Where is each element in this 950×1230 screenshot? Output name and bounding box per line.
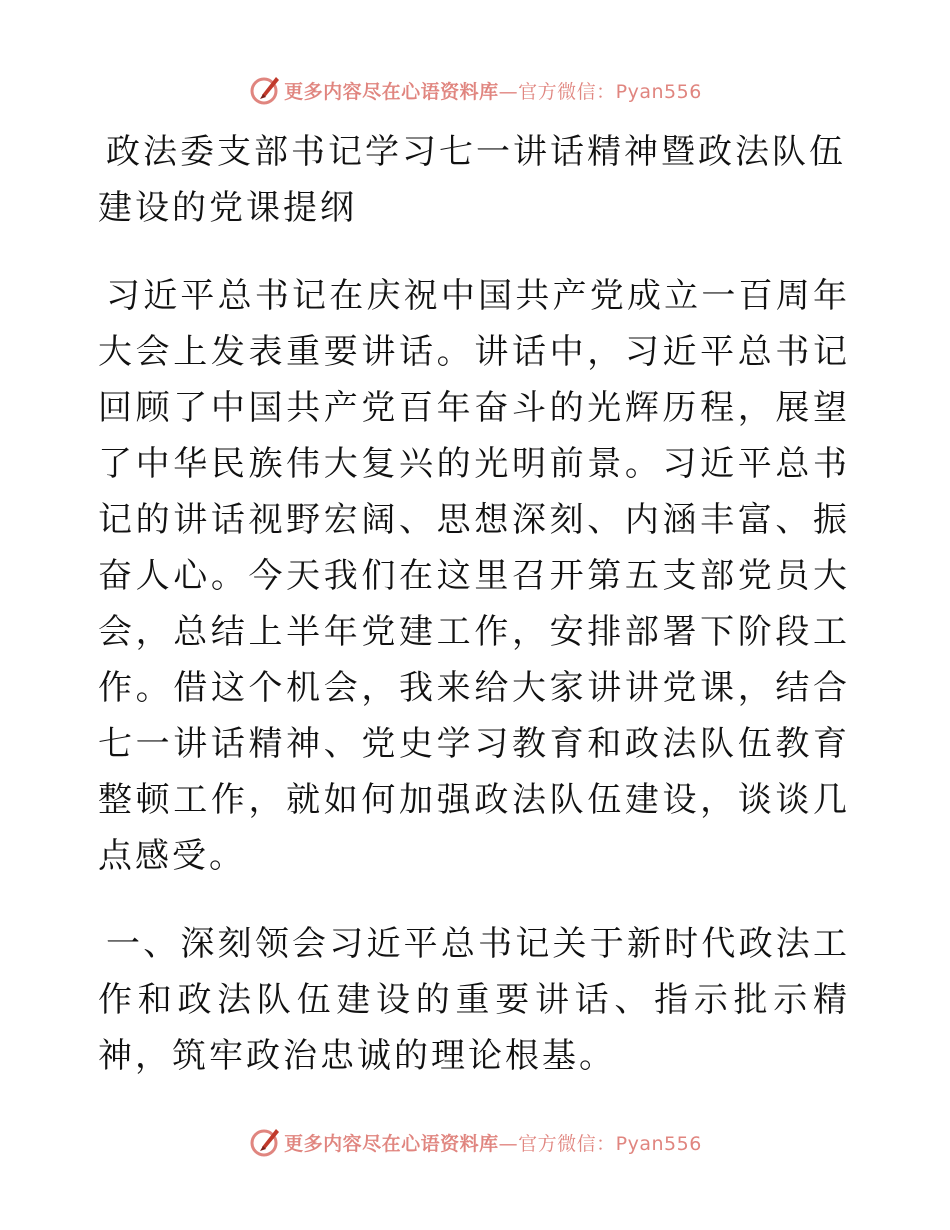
watermark-text	[284, 77, 702, 104]
document-title: 政法委支部书记学习七一讲话精神暨政法队伍建设的党课提纲	[98, 132, 846, 228]
section-heading-1: 一、深刻领会习近平总书记关于新时代政法工作和政法队伍建设的重要讲话、指示批示精神，筑牢政治忠诚的理论根基。	[98, 924, 850, 1076]
watermark-contact: —官方微信：Pyan556	[498, 1132, 702, 1155]
quill-seal-icon	[248, 73, 282, 107]
watermark-brand: 更多内容尽在心语资料库	[284, 1132, 499, 1155]
quill-seal-icon	[248, 1125, 282, 1159]
intro-paragraph: 习近平总书记在庆祝中国共产党成立一百周年大会上发表重要讲话。讲话中，习近平总书记回顾了中国共产党百年奋斗的光辉历程，展望了中华民族伟大复兴的光明前景。习近平总书记的讲话视野宏阔、思想深刻、内涵丰富、振奋人心。今天我们在这里召开第五支部党员大会，总结上半年党建工作，安排部署下阶段工作。借这个机会，我来给大家讲讲党课，结合七一讲话精神、党史学习教育和政法队伍教育整顿工作，就如何加强政法队伍建设，谈谈几点感受。	[98, 276, 850, 876]
document-body	[98, 124, 850, 1084]
watermark-contact: —官方微信：Pyan556	[498, 80, 702, 103]
watermark-text	[284, 1129, 702, 1156]
footer-watermark	[0, 1122, 950, 1162]
header-watermark	[0, 70, 950, 110]
watermark-brand: 更多内容尽在心语资料库	[284, 80, 499, 103]
